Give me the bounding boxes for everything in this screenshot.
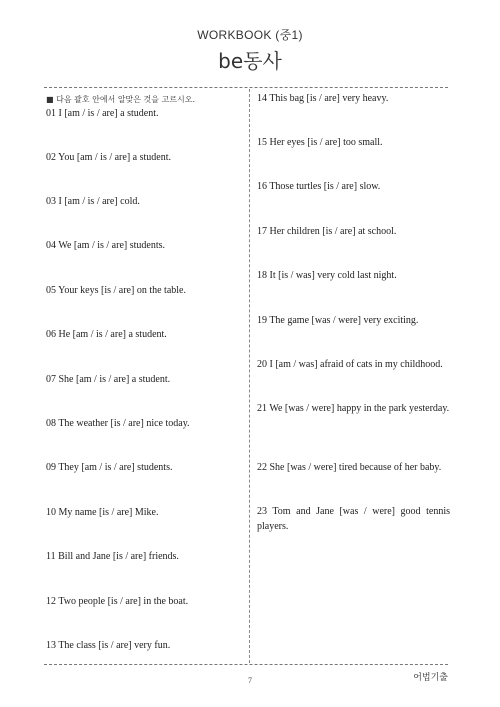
exercise-item: 13 The class [is / are] very fun. — [46, 640, 171, 651]
exercise-item: 17 Her children [is / are] at school. — [257, 226, 397, 237]
exercise-item: 19 The game [was / were] very exciting. — [257, 315, 419, 326]
workbook-subtitle: WORKBOOK (중1) — [197, 28, 303, 42]
exercise-item: 21 We [was / were] happy in the park yesterday. — [257, 403, 450, 414]
page-number: 7 — [248, 676, 252, 685]
exercise-item: 12 Two people [is / are] in the boat. — [46, 596, 189, 607]
exercise-item: 09 They [am / is / are] students. — [46, 462, 173, 473]
exercise-item: 07 She [am / is / are] a student. — [46, 374, 171, 385]
exercise-item: 01 I [am / is / are] a student. — [46, 108, 159, 119]
footer-label: 어법기출 — [413, 673, 448, 683]
exercise-item: 11 Bill and Jane [is / are] friends. — [46, 551, 179, 562]
exercise-item: 22 She [was / were] tired because of her baby. — [257, 462, 442, 473]
exercise-item: 05 Your keys [is / are] on the table. — [46, 285, 186, 296]
exercise-item: 06 He [am / is / are] a student. — [46, 329, 167, 340]
instruction: ■ 다음 괄호 안에서 알맞은 것을 고르시오. — [46, 95, 196, 104]
exercise-item: 10 My name [is / are] Mike. — [46, 507, 159, 518]
page-title: be동사 — [218, 49, 282, 73]
exercise-item: 03 I [am / is / are] cold. — [46, 196, 140, 207]
column-divider — [249, 89, 250, 663]
exercise-item: 18 It [is / was] very cold last night. — [257, 270, 397, 281]
exercise-item: 20 I [am / was] afraid of cats in my childhood. — [257, 359, 443, 370]
exercise-item: 08 The weather [is / are] nice today. — [46, 418, 190, 429]
exercise-item: 04 We [am / is / are] students. — [46, 240, 165, 251]
exercise-item: 15 Her eyes [is / are] too small. — [257, 137, 383, 148]
exercise-item: 02 You [am / is / are] a student. — [46, 152, 171, 163]
exercise-item: 14 This bag [is / are] very heavy. — [257, 93, 389, 104]
exercise-item: 23 Tom and Jane [was / were] good tennis players. — [257, 506, 450, 532]
top-rule — [44, 87, 448, 88]
exercise-item: 16 Those turtles [is / are] slow. — [257, 181, 381, 192]
bottom-rule — [44, 664, 448, 665]
